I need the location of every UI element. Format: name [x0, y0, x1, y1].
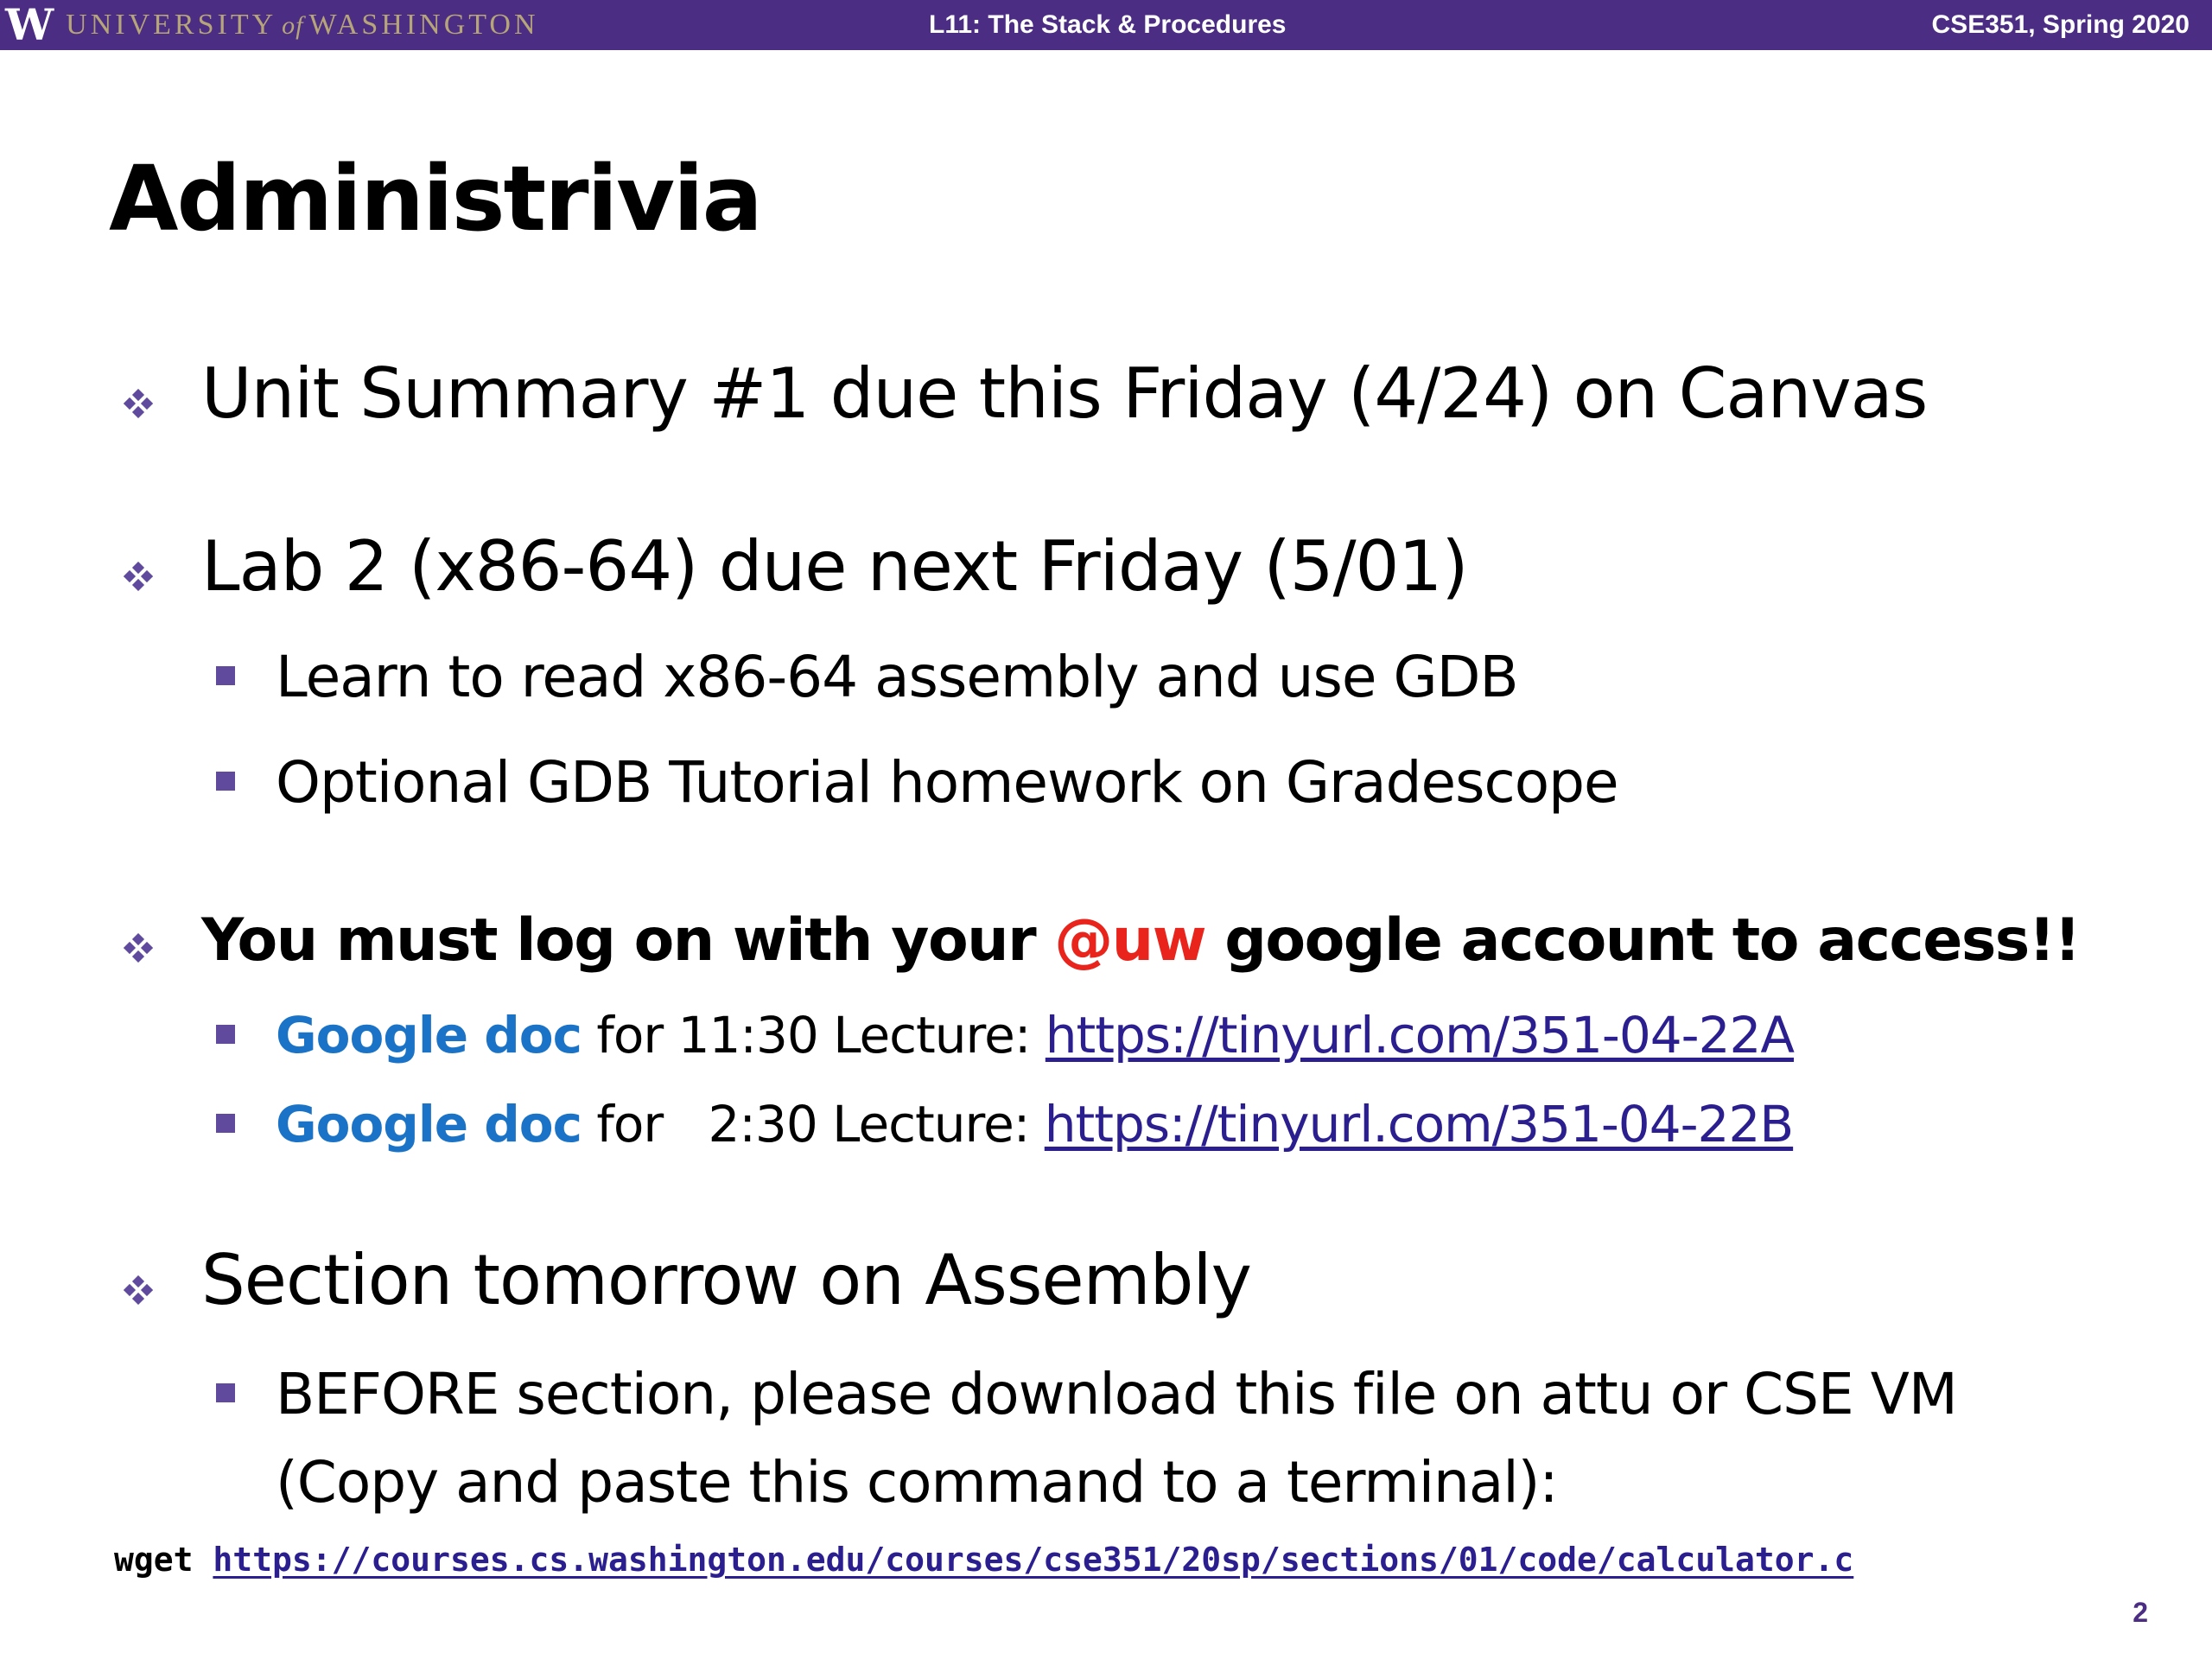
square-bullet-icon	[216, 1383, 235, 1402]
google-doc-label: Google doc	[276, 1006, 582, 1065]
course-title: CSE351, Spring 2020	[1931, 10, 2190, 39]
wget-command: wget https://courses.cs.washington.edu/courses/cse351/20sp/sections/01/code/calculator.c	[114, 1541, 1854, 1579]
diamond-bullet-icon	[124, 1275, 153, 1305]
diamond-bullet-icon	[124, 562, 153, 591]
bullet-doc-a: Google doc for 11:30 Lecture: https://tinyurl.com/351-04-22A	[276, 1006, 1795, 1065]
square-bullet-icon	[216, 666, 235, 685]
bullet-section: Section tomorrow on Assembly	[201, 1240, 1251, 1320]
doc-a-link[interactable]: https://tinyurl.com/351-04-22A	[1045, 1006, 1795, 1065]
google-doc-label: Google doc	[276, 1095, 582, 1154]
slide-title: Administrivia	[109, 146, 761, 251]
bullet-lab2: Lab 2 (x86-64) due next Friday (5/01)	[201, 526, 1468, 607]
header-bar	[0, 0, 2212, 50]
square-bullet-icon	[216, 1114, 235, 1133]
wget-url-link[interactable]: https://courses.cs.washington.edu/courses/cse351/20sp/sections/01/code/calculator.c	[213, 1541, 1854, 1579]
bullet-unit-summary: Unit Summary #1 due this Friday (4/24) on Canvas	[201, 353, 1928, 434]
doc-b-link[interactable]: https://tinyurl.com/351-04-22B	[1044, 1095, 1794, 1154]
uw-wordmark: UNIVERSITY of WASHINGTON	[66, 8, 539, 41]
bullet-doc-b: Google doc for 2:30 Lecture: https://tinyurl.com/351-04-22B	[276, 1095, 1794, 1154]
bullet-lab2-sub2: Optional GDB Tutorial homework on Gradescope	[276, 749, 1618, 816]
uw-w-logo-icon: W	[5, 0, 53, 50]
square-bullet-icon	[216, 1025, 235, 1044]
square-bullet-icon	[216, 772, 235, 791]
bullet-lab2-sub1: Learn to read x86-64 assembly and use GDB	[276, 644, 1518, 710]
uw-highlight: @uw	[1054, 906, 1206, 975]
bullet-section-sub1-line1: BEFORE section, please download this file on attu or CSE VM	[276, 1361, 1957, 1427]
diamond-bullet-icon	[124, 933, 153, 963]
diamond-bullet-icon	[124, 389, 153, 418]
bullet-section-sub1-line2: (Copy and paste this command to a terminal):	[276, 1449, 1558, 1516]
uw-logo	[5, 2, 539, 48]
bullet-login: You must log on with your @uw google account to access!!	[201, 906, 2080, 975]
page-number: 2	[2133, 1597, 2148, 1628]
lecture-title: L11: The Stack & Procedures	[929, 10, 1287, 39]
